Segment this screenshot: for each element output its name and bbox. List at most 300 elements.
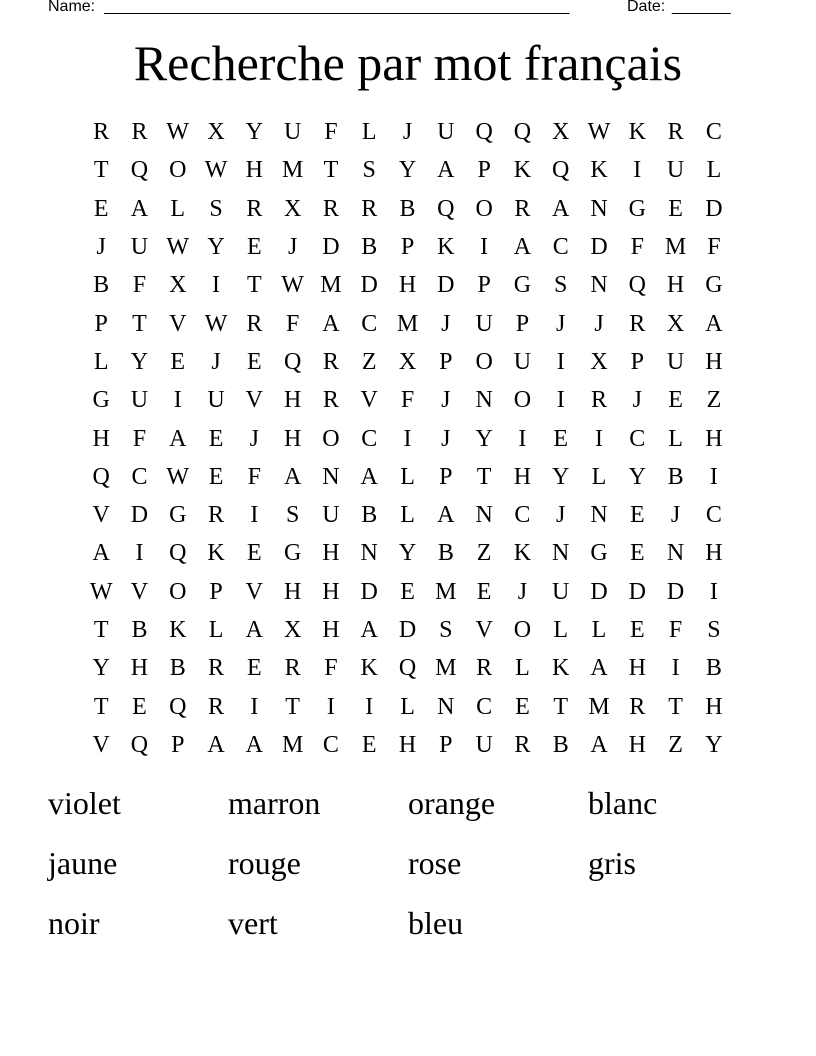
grid-letter: U [475, 731, 493, 758]
grid-letter: S [554, 272, 568, 299]
word-list-item: jaune [48, 845, 118, 881]
grid-letter: J [556, 502, 566, 529]
grid-letter: H [322, 540, 340, 567]
grid-letter: L [591, 463, 607, 490]
grid-letter: Z [361, 348, 377, 375]
grid-letter: D [130, 502, 149, 529]
grid-letter: D [705, 195, 723, 222]
grid-letter: Y [92, 655, 110, 682]
grid-letter: R [591, 387, 608, 414]
grid-letter: L [93, 348, 109, 375]
grid-letter: Z [476, 540, 492, 567]
grid-letter: J [402, 119, 413, 146]
grid-letter: I [173, 387, 182, 414]
grid-letter: U [130, 387, 149, 414]
grid-letter: Q [130, 157, 149, 184]
grid-letter: P [209, 578, 223, 605]
grid-letter: E [132, 693, 147, 720]
name-date-line [48, 0, 748, 20]
grid-letter: X [207, 119, 225, 146]
grid-letter: V [169, 310, 187, 337]
grid-letter: U [437, 119, 455, 146]
grid-letter: T [323, 157, 339, 184]
grid-letter: O [169, 578, 187, 605]
grid-letter: X [283, 195, 302, 222]
grid-letter: R [246, 310, 263, 337]
grid-letter: Q [552, 157, 570, 184]
grid-letter: L [591, 617, 607, 643]
grid-letter: K [628, 119, 646, 146]
grid-letter: H [513, 463, 532, 490]
grid-letter: A [360, 463, 378, 490]
grid-letter: T [93, 617, 109, 643]
grid-letter: A [283, 463, 302, 490]
grid-letter: A [360, 617, 378, 643]
grid-letter: O [322, 425, 340, 452]
grid-letter: U [513, 348, 532, 375]
grid-letter: D [360, 578, 378, 605]
grid-letter: O [169, 157, 187, 184]
grid-letter: H [322, 578, 340, 605]
grid-letter: F [132, 425, 147, 452]
word-list-item: rose [408, 845, 462, 881]
grid-letter: R [131, 119, 148, 146]
grid-letter: X [552, 119, 570, 146]
grid-row [82, 458, 734, 496]
grid-letter: R [284, 655, 301, 682]
grid-letter: M [320, 272, 342, 299]
grid-letter: H [705, 540, 723, 567]
grid-letter: N [475, 502, 493, 529]
grid-letter: U [666, 348, 685, 375]
grid-letter: B [169, 655, 186, 682]
grid-row [82, 190, 734, 228]
grid-letter: M [435, 655, 457, 682]
grid-letter: U [666, 157, 685, 184]
grid-letter: S [439, 617, 453, 643]
grid-letter: C [361, 310, 378, 337]
grid-letter: H [398, 731, 417, 758]
grid-row [82, 496, 734, 534]
grid-letter: F [707, 234, 721, 261]
word-list-item: orange [408, 785, 496, 821]
grid-letter: M [396, 310, 419, 337]
grid-letter: I [595, 425, 603, 452]
grid-letter: K [552, 655, 570, 682]
grid-letter: D [437, 272, 455, 299]
grid-letter: H [283, 387, 302, 414]
grid-letter: R [246, 195, 263, 222]
grid-letter: O [513, 387, 532, 414]
grid-letter: R [93, 119, 110, 146]
grid-row [82, 726, 734, 764]
grid-letter: Y [475, 425, 493, 452]
grid-letter: D [322, 234, 340, 261]
grid-letter: M [281, 157, 304, 184]
grid-letter: K [169, 617, 187, 643]
grid-letter: H [398, 272, 417, 299]
grid-letter: U [475, 310, 493, 337]
grid-letter: B [552, 731, 569, 758]
grid-letter: E [400, 578, 415, 605]
grid-letter: R [514, 731, 531, 758]
grid-letter: I [250, 693, 259, 720]
grid-letter: N [666, 540, 685, 567]
grid-letter: E [629, 502, 645, 529]
grid-letter: I [671, 655, 680, 682]
grid-letter: F [324, 655, 338, 682]
word-list-item: noir [48, 905, 100, 941]
grid-letter: P [94, 310, 108, 337]
grid-letter: Z [706, 387, 722, 414]
grid-letter: H [92, 425, 110, 452]
grid-letter: Y [130, 348, 149, 375]
grid-letter: R [361, 195, 378, 222]
grid-letter: Q [437, 195, 455, 222]
grid-letter: Y [207, 234, 225, 261]
grid-row [82, 266, 734, 304]
grid-letter: Q [513, 119, 532, 146]
grid-letter: A [169, 425, 187, 452]
grid-letter: F [132, 272, 147, 299]
grid-letter: G [628, 195, 646, 222]
grid-letter: D [590, 578, 608, 605]
grid-letter: D [628, 578, 646, 605]
date-blank-line[interactable]: _______ [672, 0, 731, 15]
grid-letter: A [130, 195, 149, 222]
grid-letter: T [93, 157, 109, 184]
grid-row [82, 649, 734, 687]
grid-letter: N [590, 272, 608, 299]
grid-letter: S [362, 157, 376, 184]
grid-letter: Q [398, 655, 417, 682]
grid-letter: H [283, 578, 302, 605]
grid-letter: L [400, 693, 415, 720]
grid-row [82, 611, 734, 649]
grid-letter: L [553, 617, 569, 643]
grid-letter: I [212, 272, 221, 299]
grid-letter: I [556, 348, 565, 375]
grid-letter: J [556, 310, 566, 337]
word-list-item: bleu [408, 905, 464, 941]
letter-grid [82, 113, 734, 764]
grid-letter: G [283, 540, 302, 567]
grid-letter: G [92, 387, 110, 414]
word-list-item: vert [228, 905, 278, 941]
grid-letter: H [628, 731, 646, 758]
grid-letter: M [664, 234, 687, 261]
grid-letter: Q [628, 272, 646, 299]
grid-letter: Q [130, 731, 149, 758]
grid-letter: A [92, 540, 110, 567]
grid-letter: U [207, 387, 225, 414]
grid-letter: Q [475, 119, 493, 146]
grid-letter: Y [552, 463, 570, 490]
grid-letter: S [285, 502, 300, 529]
grid-letter: X [666, 310, 685, 337]
grid-letter: W [166, 234, 190, 261]
grid-letter: T [285, 693, 300, 720]
grid-letter: C [322, 731, 339, 758]
grid-letter: I [556, 387, 565, 414]
grid-letter: V [245, 578, 263, 605]
grid-letter: N [552, 540, 570, 567]
grid-letter: F [400, 387, 415, 414]
grid-letter: E [208, 463, 224, 490]
grid-letter: V [92, 502, 110, 529]
grid-letter: V [475, 617, 493, 643]
grid-letter: X [169, 272, 187, 299]
grid-letter: G [169, 502, 187, 529]
grid-letter: P [477, 272, 491, 299]
grid-letter: M [281, 731, 304, 758]
grid-letter: E [170, 348, 186, 375]
grid-letter: C [361, 425, 378, 452]
grid-row [82, 151, 734, 189]
grid-letter: H [245, 157, 263, 184]
grid-letter: J [670, 502, 681, 529]
grid-letter: H [705, 425, 723, 452]
grid-letter: T [93, 693, 109, 720]
grid-letter: I [250, 502, 259, 529]
grid-letter: J [287, 234, 298, 261]
grid-letter: L [208, 617, 224, 643]
grid-letter: M [588, 693, 610, 720]
grid-letter: E [93, 195, 109, 222]
grid-letter: A [705, 310, 723, 337]
grid-letter: G [705, 272, 723, 299]
grid-letter: U [130, 234, 149, 261]
grid-letter: W [204, 310, 228, 337]
grid-letter: P [171, 731, 185, 758]
grid-letter: J [441, 310, 451, 337]
grid-letter: J [517, 578, 528, 605]
grid-letter: Q [92, 463, 110, 490]
grid-letter: I [480, 234, 489, 261]
grid-letter: A [322, 310, 340, 337]
grid-letter: J [594, 310, 604, 337]
grid-letter: E [629, 617, 645, 643]
grid-letter: U [552, 578, 570, 605]
grid-letter: K [513, 540, 532, 567]
grid-letter: T [132, 310, 147, 337]
grid-letter: I [403, 425, 412, 452]
grid-letter: R [208, 502, 225, 529]
grid-letter: R [208, 693, 225, 720]
grid-letter: S [209, 195, 223, 222]
grid-letter: Y [628, 463, 646, 490]
grid-row [82, 381, 734, 419]
grid-letter: K [360, 655, 378, 682]
grid-letter: J [249, 425, 259, 452]
grid-letter: R [322, 387, 339, 414]
grid-letter: P [439, 463, 453, 490]
grid-letter: D [398, 617, 417, 643]
grid-letter: E [668, 195, 683, 222]
grid-letter: V [360, 387, 378, 414]
grid-letter: C [629, 425, 646, 452]
grid-letter: I [709, 463, 718, 490]
grid-letter: A [437, 502, 455, 529]
grid-letter: P [630, 348, 644, 375]
grid-letter: M [435, 578, 457, 605]
grid-letter: C [131, 463, 148, 490]
name-label: Name: [48, 0, 96, 15]
grid-letter: B [361, 502, 378, 529]
grid-letter: L [361, 119, 377, 146]
grid-row [82, 113, 734, 151]
grid-letter: Y [705, 731, 723, 758]
word-list-item: blanc [588, 785, 658, 821]
grid-letter: T [668, 693, 683, 720]
grid-letter: E [247, 540, 262, 567]
grid-row [82, 534, 734, 572]
grid-letter: T [476, 463, 492, 490]
grid-letter: K [590, 157, 608, 184]
grid-letter: W [587, 119, 611, 146]
grid-letter: T [553, 693, 569, 720]
grid-letter: C [476, 693, 493, 720]
grid-letter: V [92, 731, 110, 758]
grid-letter: F [285, 310, 300, 337]
grid-letter: E [361, 731, 377, 758]
grid-row [82, 687, 734, 725]
word-list [48, 780, 768, 960]
grid-row [82, 419, 734, 457]
grid-letter: J [211, 348, 221, 375]
grid-letter: C [705, 502, 722, 529]
grid-letter: L [668, 425, 683, 452]
grid-letter: D [590, 234, 608, 261]
grid-letter: L [400, 502, 415, 529]
grid-letter: E [247, 655, 262, 682]
grid-letter: J [632, 387, 642, 414]
grid-letter: R [514, 195, 531, 222]
grid-row [82, 573, 734, 611]
name-blank-line[interactable]: ________________________________________________________ [104, 0, 569, 15]
grid-letter: K [437, 234, 455, 261]
grid-letter: E [553, 425, 569, 452]
grid-letter: P [439, 731, 453, 758]
grid-letter: B [399, 195, 416, 222]
grid-letter: W [166, 463, 190, 490]
grid-letter: A [245, 617, 263, 643]
grid-letter: C [552, 234, 569, 261]
grid-letter: Y [398, 540, 417, 567]
grid-letter: F [247, 463, 262, 490]
grid-letter: N [475, 387, 493, 414]
grid-letter: Q [283, 348, 302, 375]
grid-letter: W [281, 272, 304, 299]
grid-letter: A [513, 234, 532, 261]
grid-letter: P [515, 310, 530, 337]
grid-letter: N [590, 502, 608, 529]
grid-letter: W [89, 578, 113, 605]
grid-letter: B [667, 463, 684, 490]
grid-letter: Z [668, 731, 683, 758]
grid-row [82, 343, 734, 381]
grid-letter: E [629, 540, 645, 567]
grid-letter: Y [398, 157, 417, 184]
grid-letter: I [518, 425, 527, 452]
grid-letter: U [322, 502, 340, 529]
grid-letter: I [709, 578, 718, 605]
grid-letter: E [476, 578, 492, 605]
grid-letter: H [666, 272, 685, 299]
grid-letter: L [170, 195, 186, 222]
grid-letter: B [705, 655, 722, 682]
grid-letter: F [324, 119, 338, 146]
grid-letter: W [204, 157, 228, 184]
grid-letter: V [245, 387, 263, 414]
grid-letter: B [131, 617, 148, 643]
grid-letter: A [590, 731, 608, 758]
grid-letter: A [207, 731, 225, 758]
grid-letter: L [706, 157, 722, 184]
grid-letter: L [400, 463, 415, 490]
grid-letter: O [475, 348, 493, 375]
grid-letter: L [515, 655, 530, 682]
grid-letter: Q [169, 693, 187, 720]
grid-letter: K [513, 157, 532, 184]
grid-letter: R [322, 195, 339, 222]
grid-letter: E [208, 425, 224, 452]
date-label: Date: [627, 0, 666, 15]
grid-letter: R [629, 693, 646, 720]
grid-letter: H [628, 655, 646, 682]
grid-letter: I [135, 540, 144, 567]
word-list-item: violet [48, 785, 121, 821]
grid-letter: S [707, 617, 721, 643]
grid-letter: O [513, 617, 532, 643]
grid-row [82, 304, 734, 342]
grid-letter: R [667, 119, 684, 146]
grid-letter: N [590, 195, 608, 222]
grid-letter: X [398, 348, 417, 375]
grid-letter: N [322, 463, 340, 490]
grid-letter: W [166, 119, 190, 146]
grid-letter: R [629, 310, 646, 337]
grid-letter: B [93, 272, 110, 299]
grid-letter: R [322, 348, 339, 375]
grid-letter: F [630, 234, 644, 261]
grid-letter: J [441, 387, 451, 414]
grid-letter: J [441, 425, 451, 452]
grid-letter: I [365, 693, 374, 720]
grid-letter: A [437, 157, 455, 184]
grid-letter: D [360, 272, 378, 299]
grid-letter: A [590, 655, 608, 682]
grid-letter: K [207, 540, 225, 567]
grid-letter: J [96, 234, 106, 261]
grid-letter: X [283, 617, 302, 643]
grid-letter: P [477, 157, 491, 184]
grid-letter: R [208, 655, 225, 682]
grid-letter: Q [169, 540, 187, 567]
grid-letter: A [245, 731, 263, 758]
grid-letter: H [705, 348, 723, 375]
grid-letter: H [705, 693, 723, 720]
grid-letter: B [361, 234, 378, 261]
grid-letter: E [247, 348, 262, 375]
grid-letter: Y [245, 119, 263, 146]
grid-letter: O [475, 195, 493, 222]
grid-letter: V [130, 578, 149, 605]
grid-letter: D [666, 578, 685, 605]
grid-letter: H [130, 655, 149, 682]
grid-letter: U [283, 119, 302, 146]
grid-letter: T [247, 272, 262, 299]
